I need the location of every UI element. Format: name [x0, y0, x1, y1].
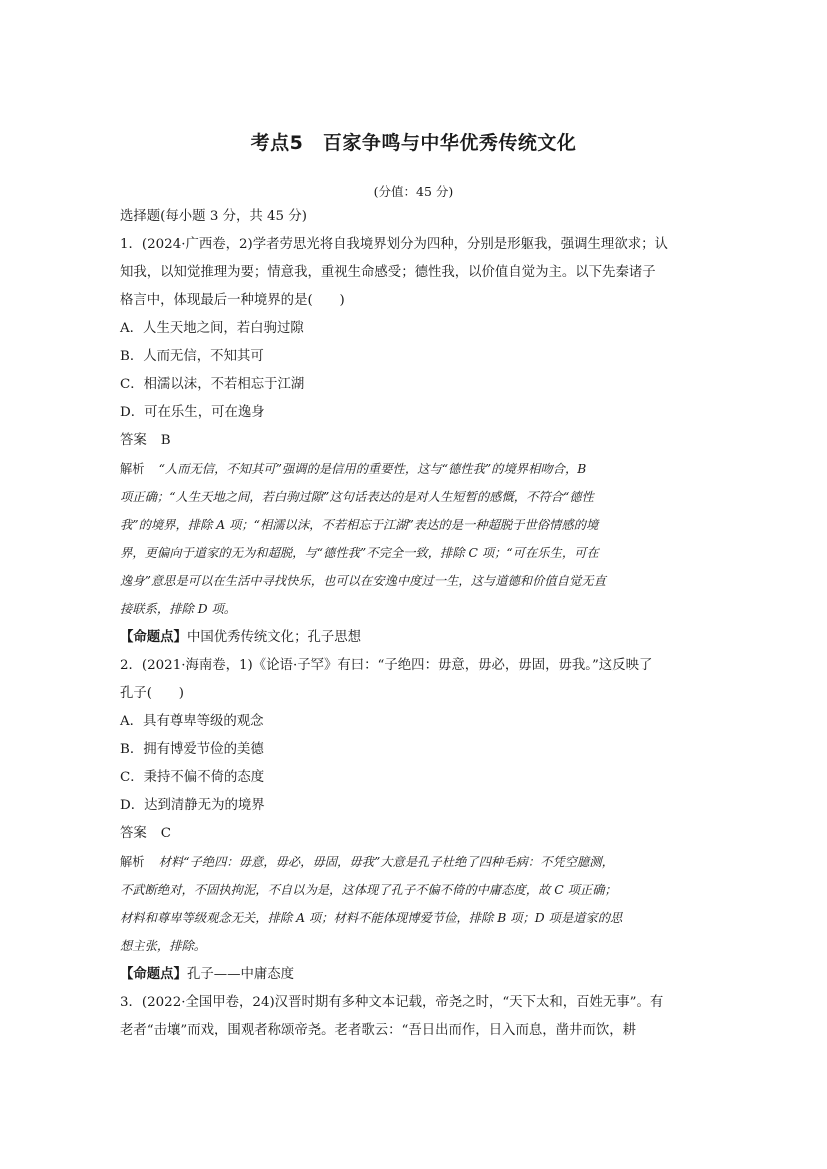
question-stem-line: 2．(2021·海南卷，1)《论语·子罕》有曰：“子绝四：毋意，毋必，毋固，毋我。”这反映了 — [120, 658, 653, 673]
analysis-line: 我”的境界，排除 A 项；“相濡以沫，不若相忘于江湖”表达的是一种超脱于世俗情感的境 — [120, 518, 599, 532]
question-stem-line: 知我，以知觉推理为要；情意我，重视生命感受；德性我，以价值自觉为主。以下先秦诸子 — [120, 265, 656, 280]
analysis-label: 解析 — [120, 855, 145, 869]
page-title: 考点5 百家争鸣与中华优秀传统文化 — [250, 132, 577, 154]
answer-value: C — [160, 826, 172, 841]
question-stem-line: 格言中，体现最后一种境界的是( ) — [120, 293, 345, 308]
question-1 — [120, 231, 710, 652]
analysis-line: 解析 “人而无信，不知其可”强调的是信用的重要性，这与“德性我”的境界相吻合，B — [120, 462, 587, 476]
question-stem-line: 1．(2024·广西卷，2)学者劳思光将自我境界划分为四种，分别是形躯我，强调生理欲求；认 — [120, 237, 668, 252]
topic-tag-label: 【命题点】 — [120, 966, 187, 982]
topic-tag — [120, 623, 710, 652]
analysis-line: 材料和尊卑等级观念无关，排除 A 项；材料不能体现博爱节俭，排除 B 项；D 项是道家的思 — [120, 911, 623, 925]
analysis-label: 解析 — [120, 462, 145, 476]
answer-value: B — [160, 433, 171, 448]
question-2 — [120, 652, 710, 989]
question-stem-line: 孔子( ) — [120, 686, 185, 701]
option-c: C．秉持不偏不倚的态度 — [120, 770, 265, 785]
option-d: D．达到清静无为的境界 — [120, 798, 265, 813]
analysis-line: 逸身”意思是可以在生活中寻找快乐，也可以在安逸中度过一生，这与道德和价值自觉无直 — [120, 574, 606, 588]
analysis-line: 想主张，排除。 — [120, 939, 207, 953]
section-heading: 选择题(每小题 3 分，共 45 分) — [120, 209, 307, 224]
analysis-line: 不武断绝对，不固执拘泥，不自以为是，这体现了孔子不偏不倚的中庸态度，故 C 项正确； — [120, 883, 617, 897]
answer-label: 答案 — [120, 433, 147, 448]
option-a: A．具有尊卑等级的观念 — [120, 714, 264, 729]
option-d: D．可在乐生，可在逸身 — [120, 405, 265, 420]
topic-tag-value: 孔子——中庸态度 — [186, 967, 295, 982]
topic-tag — [120, 960, 710, 989]
topic-tag-label: 【命题点】 — [120, 629, 187, 645]
analysis-line: 项正确；“人生天地之间，若白驹过隙”这句话表达的是对人生短暂的感慨，不符合“德性 — [120, 490, 594, 504]
option-b: B．拥有博爱节俭的美德 — [120, 742, 264, 757]
question-stem-line: 老者“击壤”而戏，围观者称颂帝尧。老者歌云：“吾日出而作，日入而息，凿井而饮，耕 — [120, 1023, 636, 1038]
answer-line — [120, 820, 710, 848]
analysis-line: 解析 材料“子绝四：毋意，毋必，毋固，毋我”大意是孔子杜绝了四种毛病：不凭空臆测， — [120, 855, 614, 869]
score-note: (分值：45 分) — [373, 184, 454, 199]
answer-label: 答案 — [120, 826, 147, 841]
topic-tag-value: 中国优秀传统文化；孔子思想 — [186, 630, 362, 645]
analysis-line: 接联系，排除 D 项。 — [120, 602, 237, 616]
answer-line — [120, 427, 710, 455]
option-c: C．相濡以沫，不若相忘于江湖 — [120, 377, 305, 392]
option-a: A．人生天地之间，若白驹过隙 — [120, 321, 304, 336]
option-b: B．人而无信，不知其可 — [120, 349, 264, 364]
analysis-line: 界，更偏向于道家的无为和超脱，与“德性我”不完全一致，排除 C 项；“可在乐生，可在 — [120, 546, 599, 560]
question-list — [120, 203, 710, 1045]
question-3 — [120, 989, 710, 1045]
question-stem-line: 3．(2022·全国甲卷，24)汉晋时期有多种文本记载，帝尧之时，“天下太和，百姓无事”。有 — [120, 995, 664, 1010]
